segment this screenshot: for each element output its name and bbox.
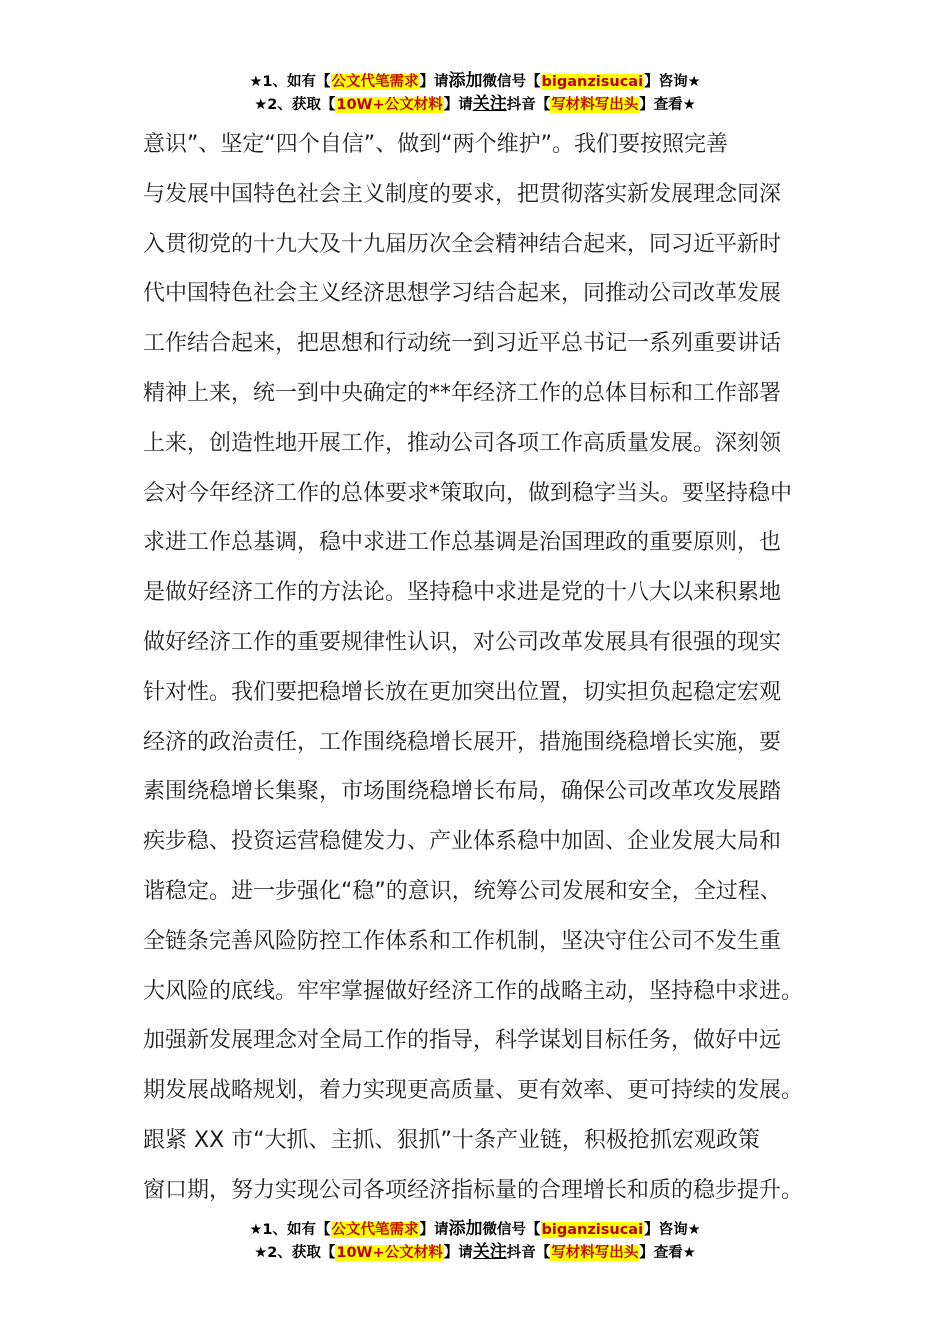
banner-text: 】咨询★: [644, 74, 701, 90]
banner-line-1: [0, 1218, 950, 1241]
highlight-douyin-account: 写材料写出头: [551, 1245, 639, 1261]
banner-emphasis: 关注: [472, 94, 507, 114]
banner-text: ★1、如有【: [249, 1222, 331, 1238]
banner-emphasis: 关注: [472, 1242, 507, 1262]
body-line: 入贯彻党的十九大及十九届历次全会精神结合起来，同习近平新时: [143, 231, 782, 257]
banner-text: 抖音【: [506, 1245, 551, 1261]
banner-text: 】请: [443, 1245, 473, 1261]
body-line: 工作结合起来，把思想和行动统一到习近平总书记一系列重要讲话: [143, 331, 782, 357]
banner-text: 】请: [419, 74, 449, 90]
body-line: 会对今年经济工作的总体要求*策取向，做到稳字当头。要坚持稳中: [143, 480, 793, 506]
highlight-wechat-id: biganzisucai: [541, 74, 644, 90]
body-line: 意识”、坚定“四个自信”、做到“两个维护”。我们要按照完善: [143, 132, 728, 157]
body-line: 跟紧 XX 市“大抓、主抓、狠抓”十条产业链，积极抢抓宏观政策: [143, 1127, 760, 1153]
body-line: 疾步稳、投资运营稳健发力、产业体系稳中加固、企业发展大局和: [143, 829, 782, 855]
banner-text: 微信号【: [482, 74, 541, 90]
highlight-service: 公文代笔需求: [331, 74, 419, 90]
body-line: 期发展战略规划，着力实现更高质量、更有效率、更可持续的发展。: [143, 1078, 804, 1104]
body-line: 窗口期，努力实现公司各项经济指标量的合理增长和质的稳步提升。: [143, 1177, 804, 1203]
banner-line-2: [0, 93, 950, 116]
body-line: 谐稳定。进一步强化“稳”的意识，统筹公司发展和安全，全过程、: [143, 878, 782, 904]
banner-text: 】咨询★: [644, 1222, 701, 1238]
body-line: 精神上来，统一到中央确定的**年经济工作的总体目标和工作部署: [143, 380, 782, 406]
body-line: 与发展中国特色社会主义制度的要求，把贯彻落实新发展理念同深: [143, 181, 782, 207]
banner-text: ★2、获取【: [254, 97, 336, 113]
banner-text: 微信号【: [482, 1222, 541, 1238]
banner-line-1: [0, 70, 950, 93]
body-line: 代中国特色社会主义经济思想学习结合起来，同推动公司改革发展: [143, 281, 782, 307]
body-line: 经济的政治责任，工作围绕稳增长展开，措施围绕稳增长实施，要: [143, 729, 782, 755]
banner-text: 抖音【: [506, 97, 551, 113]
banner-line-2: [0, 1241, 950, 1264]
body-line: 全链条完善风险防控工作体系和工作机制，坚决守住公司不发生重: [143, 928, 782, 954]
banner-text: 】请: [443, 97, 473, 113]
body-line: 针对性。我们要把稳增长放在更加突出位置，切实担负起稳定宏观: [143, 679, 782, 705]
body-line: 求进工作总基调，稳中求进工作总基调是治国理政的重要原则，也: [143, 530, 782, 556]
body-line: 是做好经济工作的方法论。坚持稳中求进是党的十八大以来积累地: [143, 580, 782, 606]
banner-text: 】查看★: [639, 97, 696, 113]
highlight-materials: 10W+公文材料: [336, 1245, 443, 1261]
banner-text: ★2、获取【: [254, 1245, 336, 1261]
banner-text: 】请: [419, 1222, 449, 1238]
banner-text: 】查看★: [639, 1245, 696, 1261]
body-line: 素围绕稳增长集聚，市场围绕稳增长布局，确保公司改革攻发展踏: [143, 779, 782, 805]
body-line: 加强新发展理念对全局工作的指导，科学谋划目标任务，做好中远: [143, 1028, 782, 1054]
banner-text: ★1、如有【: [249, 74, 331, 90]
highlight-douyin-account: 写材料写出头: [551, 97, 639, 113]
body-line: 大风险的底线。牢牢掌握做好经济工作的战略主动，坚持稳中求进。: [143, 978, 804, 1004]
body-line: 上来，创造性地开展工作，推动公司各项工作高质量发展。深刻领: [143, 430, 782, 456]
highlight-materials: 10W+公文材料: [336, 97, 443, 113]
document-body: [143, 120, 823, 1216]
highlight-service: 公文代笔需求: [331, 1222, 419, 1238]
header-banner: [0, 70, 950, 116]
banner-emphasis: 添加: [448, 71, 483, 91]
footer-banner: [0, 1218, 950, 1264]
highlight-wechat-id: biganzisucai: [541, 1222, 644, 1238]
banner-emphasis: 添加: [448, 1219, 483, 1239]
body-line: 做好经济工作的重要规律性认识，对公司改革发展具有很强的现实: [143, 629, 782, 655]
